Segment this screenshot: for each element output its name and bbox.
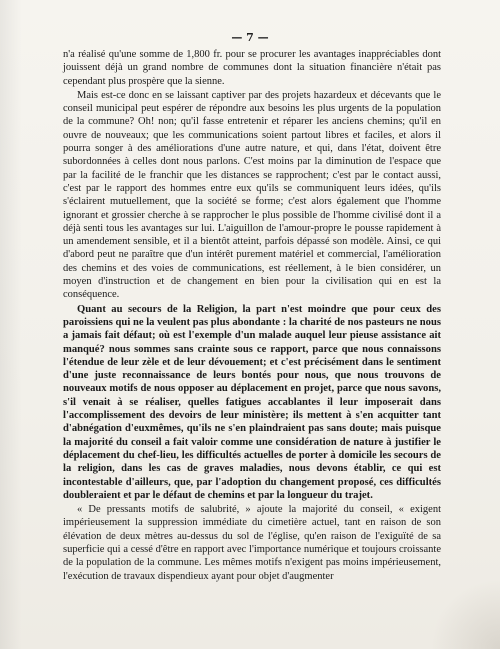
paragraph-1: n'a réalisé qu'une somme de 1,800 fr. pour se procurer les avantages inappréciables dont jouissent déjà un grand nombre de communes dont la situation financière n'était pas cependant plus prospère que la sienne. xyxy=(63,49,441,87)
page-number: — 7 — xyxy=(231,31,269,44)
paragraph-2: Mais est-ce donc en se laissant captiver par des projets hazardeux et décevants que le conseil municipal peut espérer de répondre aux besoins les plus urgents de la population de la commune? Oh! non; qu'il fasse entretenir et réparer les anciens chemins; qu'il en ouvre de nouveaux; que les communications soient partout libres et faciles, et alors il pourra songer à des améliorations d'une autre nature, et qui, dans l'état, doivent être subordonnées à celles dont nous parlons. C'est moins par la diminution de l'espace que par la facilité de le franchir que les distances se rapprochent; c'est par le contact aussi, c'est par le rapport des hommes entre eux qu'ils se communiquent leurs idées, qu'ils s'éclairent mutuellement, que la société se forme; c'est alors également que l'homme ignorant et grossier cherche à se rapprocher le plus possible de l'homme civilisé dont il a déjà senti tous les avantages sur lui. L'aiguillon de l'amour-propre le pousse rapidement à un amendement sensible, et il a bientôt atteint, parfois dépassé son modèle. Ainsi, ce qui d'abord peut ne paraître que d'un intérêt purement matériel et commercial, l'amélioration des chemins et des voies de communications, est réellement, à le bien considérer, un moyen d'instruction et de changement en bien pour la civilisation qui en est la conséquence. xyxy=(63,89,441,301)
paragraph-3: Quant au secours de la Religion, la part n'est moindre que pour ceux des paroissiens qui ne la veulent pas plus abondante : la charité de nos pasteurs ne nous a jamais fait défaut; où est l'exemple d'un malade auquel leur pieuse assistance ait manqué? nous sommes sans crainte sous ce rapport, parce que nous connaissons l'étendue de leur zèle et de leur dévouement; et c'est précisément dans le sentiment d'une juste reconnaissance de leurs bontés pour nous, que nous trouvons de nouveaux motifs de nous opposer au déplacement en projet, parce que nous savons, s'il venait à se réaliser, quelles fatigues accablantes il leur imposerait dans l'accomplissement des devoirs de leur ministère; ils mettent à s'en acquitter tant d'abnégation d'euxmêmes, qu'ils ne s'en plaindraient pas sans doute; mais puisque la majorité du conseil a fait valoir comme une considération de nature à justifier le déplacement du chef-lieu, les difficultés actuelles de porter à domicile les secours de la religion, dans les cas de graves maladies, nous devons établir, ce qui est incontestable d'ailleurs, que, par l'adoption du changement proposé, ces difficultés doubleraient et par le défaut de chemins et par la longueur du trajet. xyxy=(63,303,441,501)
paragraph-4: « De pressants motifs de salubrité, » ajoute la majorité du conseil, « exigent impérieusement la suppression immédiate du cimetière actuel, tant en raison de son élévation de deux mètres au-dessus du sol de l'église, qu'en raison de l'exiguïté de sa superficie qui a cessé d'être en rapport avec l'importance numérique et toujours croissante de la population de la commune. Les mêmes motifs n'exigent pas moins impérieusement, l'exécution de travaux dispendieux ayant pour objet d'augmenter xyxy=(63,504,441,582)
body-text xyxy=(63,48,441,584)
